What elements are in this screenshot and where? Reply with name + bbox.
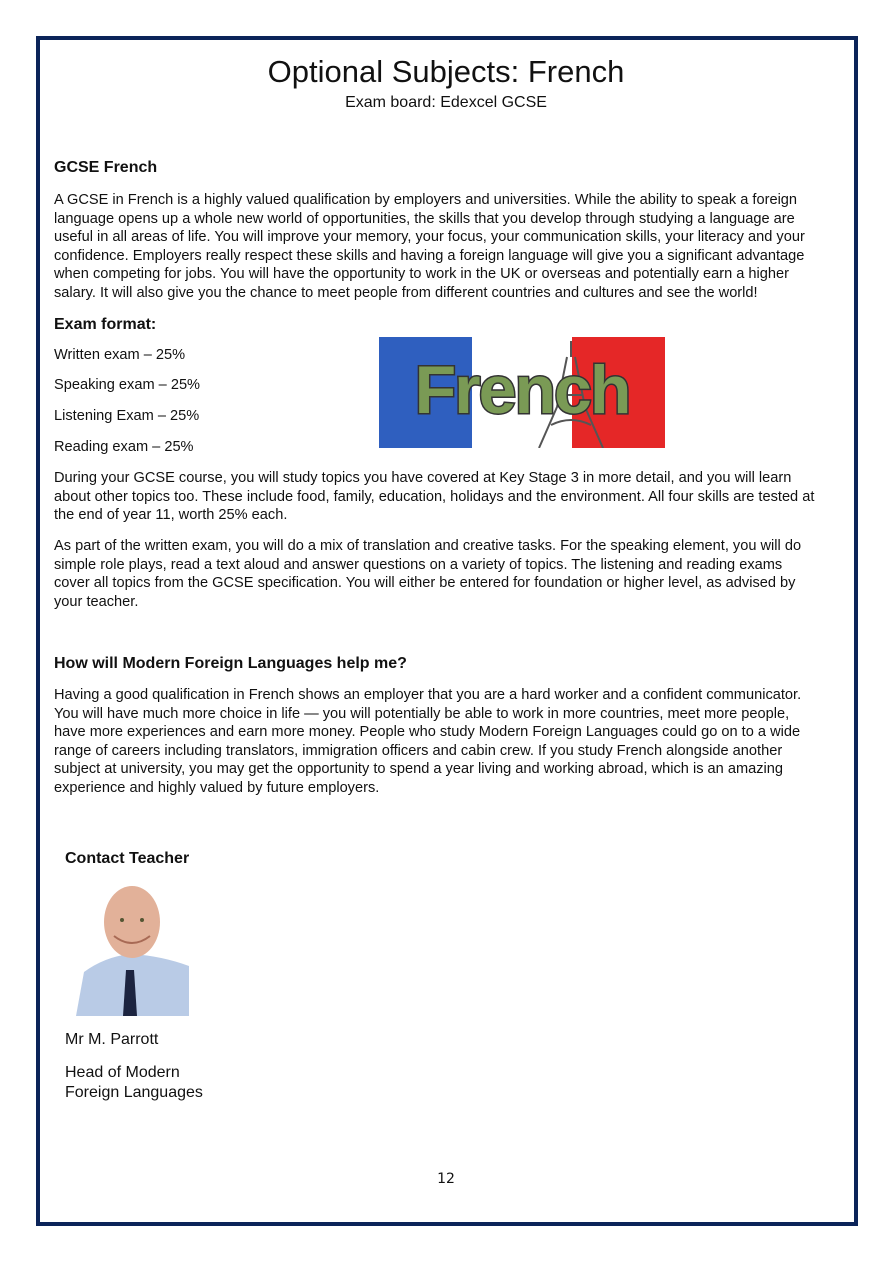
mfl-help-paragraph	[54, 686, 844, 798]
text-line: useful in all areas of life. You will improve your memory, your focus, your communication skills, your literacy and your	[54, 229, 805, 246]
text-line: about other topics too. These include food, family, education, holidays and the environment. All four skills are tested at	[54, 488, 815, 505]
text-line: when competing for jobs. You will have the opportunity to work in the UK or overseas and potentially earn a higher	[54, 266, 789, 283]
text-line: language opens up a whole new world of opportunities, the skills that you develop through studying a language are	[54, 210, 795, 227]
face	[104, 886, 160, 958]
text-line: experience and highly valued by future employers.	[54, 779, 380, 796]
course-topics-paragraph	[54, 469, 844, 525]
french-flag-image	[379, 337, 665, 448]
french-word-art: French	[414, 352, 630, 428]
written-exam-paragraph	[54, 537, 844, 611]
text-line: range of careers including translators, immigration officers and cabin crew. If you study French alongside another	[54, 742, 783, 759]
text-line: subject at university, you may get the opportunity to spend a year living and working abroad, which is an amazing	[54, 761, 784, 778]
exam-format-heading: Exam format:	[54, 316, 157, 333]
exam-item-listening: Listening Exam – 25%	[54, 408, 200, 424]
text-line: your teacher.	[54, 593, 139, 610]
gcse-french-heading: GCSE French	[54, 159, 158, 176]
gcse-french-paragraph	[54, 191, 844, 303]
text-line: simple role plays, read a text aloud and answer questions on a variety of topics. The listening and reading exams	[54, 556, 783, 573]
text-line: cover all topics from the GCSE specification. You will either be entered for foundation or higher level, as advised by	[54, 575, 796, 592]
teacher-role	[65, 1063, 203, 1103]
text-line: the end of year 11, worth 25% each.	[54, 507, 288, 524]
text-line: confidence. Employers really respect these skills and having a foreign language will give you a significant advantage	[54, 247, 805, 264]
page-title: Optional Subjects: French	[267, 54, 625, 89]
text-line: A GCSE in French is a highly valued qualification by employers and universities. While the ability to speak a foreign	[54, 192, 798, 208]
exam-item-speaking: Speaking exam – 25%	[54, 377, 201, 393]
role-line: Foreign Languages	[65, 1084, 203, 1101]
mfl-help-heading: How will Modern Foreign Languages help me?	[54, 655, 407, 672]
exam-board-subtitle: Exam board: Edexcel GCSE	[345, 94, 547, 111]
text-line: As part of the written exam, you will do a mix of translation and creative tasks. For the speaking element, you will do	[54, 538, 802, 554]
text-line: During your GCSE course, you will study topics you have covered at Key Stage 3 in more detail, and you will learn	[54, 470, 792, 486]
teacher-name: Mr M. Parrott	[65, 1031, 159, 1048]
role-line: Head of Modern	[65, 1064, 180, 1081]
exam-item-reading: Reading exam – 25%	[54, 439, 194, 455]
text-line: Having a good qualification in French shows an employer that you are a hard worker and a confident communicator.	[54, 687, 802, 703]
page-number: 12	[437, 1171, 455, 1187]
text-line: have more experiences and earn more money. People who study Modern Foreign Languages could go on to a wide	[54, 724, 801, 741]
contact-teacher-heading: Contact Teacher	[65, 850, 190, 867]
text-line: salary. It will also give you the chance to meet people from different countries and cultures and see the world!	[54, 284, 758, 301]
text-line: You will have much more choice in life — you will potentially be able to work in more countries, meet more people,	[54, 705, 790, 722]
teacher-photo	[76, 884, 189, 1016]
exam-item-written: Written exam – 25%	[54, 347, 186, 363]
